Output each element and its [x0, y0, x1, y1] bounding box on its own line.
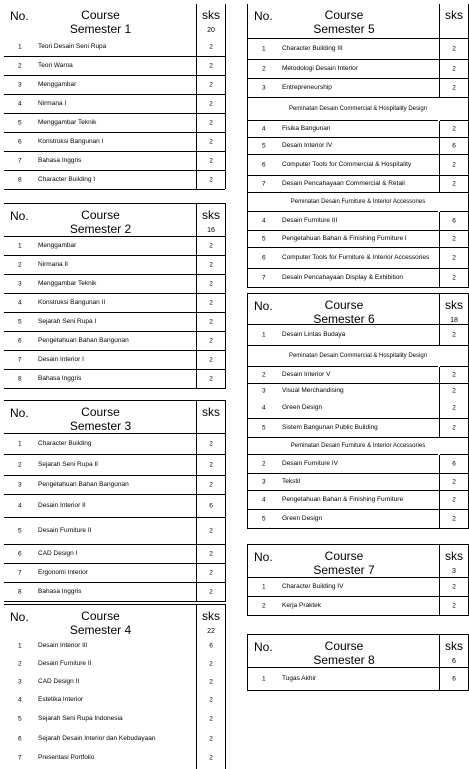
- table-row: 2 Teori Warna 2: [4, 57, 225, 76]
- semester-5-table: [247, 4, 469, 288]
- table-row: 5 Desain Furniture II 2: [4, 518, 225, 545]
- specialization-heading: Peminatan Desain Commercial & Hospitality Design: [248, 346, 468, 367]
- semester-title: Semester 8: [313, 653, 375, 667]
- table-row: 7 Presentasi Portfolio 2: [18, 754, 213, 762]
- table-row: 6 Pengetahuan Bahan Bangunan 2: [4, 332, 225, 351]
- table-header: No. Course Semester 6 sks 18: [248, 294, 468, 324]
- table-row: 2 Nirmana II 2: [4, 256, 225, 275]
- table-row: 3 Tekstil 2: [248, 474, 468, 491]
- table-row: 2 Metodologi Desain Interior 2: [248, 60, 468, 79]
- table-row: 3 Pengetahuan Bahan Bangunan 2: [4, 476, 225, 495]
- table-row: 4 Pengetahuan Bahan & Finishing Furniture 2: [248, 491, 468, 510]
- table-row: 5 Green Design 2: [248, 510, 468, 529]
- sks-total: 22: [207, 628, 215, 635]
- table-row: 5 Pengetahuan Bahan & Finishing Furniture I 2: [248, 231, 468, 248]
- table-row: 4 Desain Interior II 6: [4, 495, 225, 518]
- table-row: 2 Kerja Praktek 2: [248, 597, 468, 616]
- semester-1-table: [4, 4, 226, 189]
- table-row: 8 Character Building I 2: [4, 171, 225, 190]
- semester-8-table: [247, 634, 469, 691]
- table-row: 2 Desain Furniture IV 6: [248, 455, 468, 474]
- table-header: No. Course Semester 2 sks 16: [4, 204, 225, 237]
- semester-6-table: [247, 293, 469, 529]
- table-row: 7 Ergonomi Interior 2: [4, 564, 225, 583]
- table-row: 7 Desain Pencahayaan Display & Exhibition 2: [248, 269, 468, 288]
- table-row: 7 Desain Interior I 2: [4, 351, 225, 370]
- table-row: 1 Desain Interior III 6: [18, 642, 213, 650]
- table-row: 7 Desain Pencahayaan Commercial & Retail 2: [248, 176, 468, 193]
- table-row: 6 Sejarah Desain Interior dan Kebudayaan 2: [18, 735, 213, 743]
- table-row: 5 Sejarah Seni Rupa Indonesia 2: [18, 715, 213, 723]
- table-row: 6 CAD Design I 2: [4, 545, 225, 564]
- table-row: 2 Sejarah Seni Rupa II 2: [4, 455, 225, 476]
- specialization-heading: Peminatan Desain Furniture & Interior Accessories: [248, 438, 468, 455]
- table-row: 1 Character Building IV 2: [248, 577, 468, 597]
- table-row: 6 Konstruksi Bangunan I 2: [4, 133, 225, 152]
- table-row: 1 Character Building III 2: [248, 38, 468, 60]
- table-row: 1 Character Building 2: [4, 433, 225, 455]
- semester-title: Semester 3: [69, 419, 132, 433]
- table-row: 1 Tugas Akhir 6: [248, 667, 468, 691]
- table-row: 4 Green Design 2: [248, 398, 468, 419]
- sks-total: 20: [207, 27, 215, 34]
- semester-4-table: [4, 604, 226, 769]
- table-row: 3 Menggambar Teknik 2: [4, 275, 225, 294]
- table-header: No. Course Semester 5 sks: [248, 4, 468, 38]
- table-row: 3 Entrepreneurship 2: [248, 79, 468, 98]
- table-row: 7 Bahasa Inggris 2: [4, 152, 225, 171]
- semester-7-table: [247, 544, 469, 616]
- table-row: 4 Desain Furniture III 6: [248, 212, 468, 231]
- specialization-heading: Peminatan Desain Furniture & Interior Accessories: [248, 193, 468, 212]
- table-row: 5 Sejarah Seni Rupa I 2: [4, 313, 225, 332]
- sks-total: 6: [452, 658, 456, 665]
- table-row: 1 Desain Lintas Budaya 2: [248, 324, 468, 346]
- sks-header: sks 20: [197, 8, 225, 38]
- table-row: 8 Bahasa Inggris 2: [4, 583, 225, 602]
- table-row: 4 Konstruksi Bangunan II 2: [4, 294, 225, 313]
- semester-title: Semester 1: [69, 22, 132, 36]
- table-row: 4 Estetika Interior 2: [18, 696, 213, 704]
- sks-total: 16: [207, 227, 215, 234]
- table-row: 5 Sistem Bangunan Public Building 2: [248, 419, 468, 438]
- table-row: 3 Menggambar 2: [4, 76, 225, 95]
- semester-title: Semester 2: [69, 222, 132, 236]
- course-header: Course Semester 1: [4, 8, 197, 36]
- specialization-heading: Peminatan Desain Commercial & Hospitality Design: [248, 98, 468, 121]
- semester-title: Semester 6: [313, 312, 375, 326]
- table-row: 4 Nirmana I 2: [4, 95, 225, 114]
- table-row: 6 Computer Tools for Furniture & Interior Accessories 2: [248, 248, 468, 269]
- semester-2-table: [4, 203, 226, 389]
- table-row: 3 CAD Design II 2: [18, 678, 213, 686]
- table-header: No. Course Semester 7 sks 3: [248, 545, 468, 577]
- table-row: 8 Bahasa Inggris 2: [4, 370, 225, 389]
- table-row: 5 Menggambar Teknik 2: [4, 114, 225, 133]
- sks-total: 18: [450, 317, 458, 324]
- table-header: [4, 4, 225, 38]
- table-row: 4 Fisika Bangunan 2: [248, 121, 468, 138]
- table-row: 2 Desain Interior V 2: [248, 367, 468, 384]
- table-header: No. Course Semester 8 sks 6: [248, 635, 468, 667]
- semester-title: Semester 4: [69, 623, 132, 637]
- semester-title: Semester 7: [313, 563, 375, 577]
- no-header: No.: [10, 9, 29, 23]
- table-row: 6 Computer Tools for Commercial & Hospitality 2: [248, 155, 468, 176]
- sks-total: 3: [452, 568, 456, 575]
- table-row: 3 Visual Merchandising 2: [262, 387, 456, 395]
- semester-title: Semester 5: [313, 22, 375, 36]
- table-row: 1 Menggambar 2: [4, 237, 225, 256]
- semester-3-table: [4, 400, 226, 602]
- table-row: 5 Desain Interior IV 6: [248, 138, 468, 155]
- table-header: No. Course Semester 4 sks 22: [4, 605, 225, 637]
- table-row: 2 Desain Furniture II 2: [18, 660, 213, 668]
- table-row: 1 Teori Desain Seni Rupa 2: [4, 38, 225, 57]
- table-header: No. Course Semester 3 sks: [4, 401, 225, 433]
